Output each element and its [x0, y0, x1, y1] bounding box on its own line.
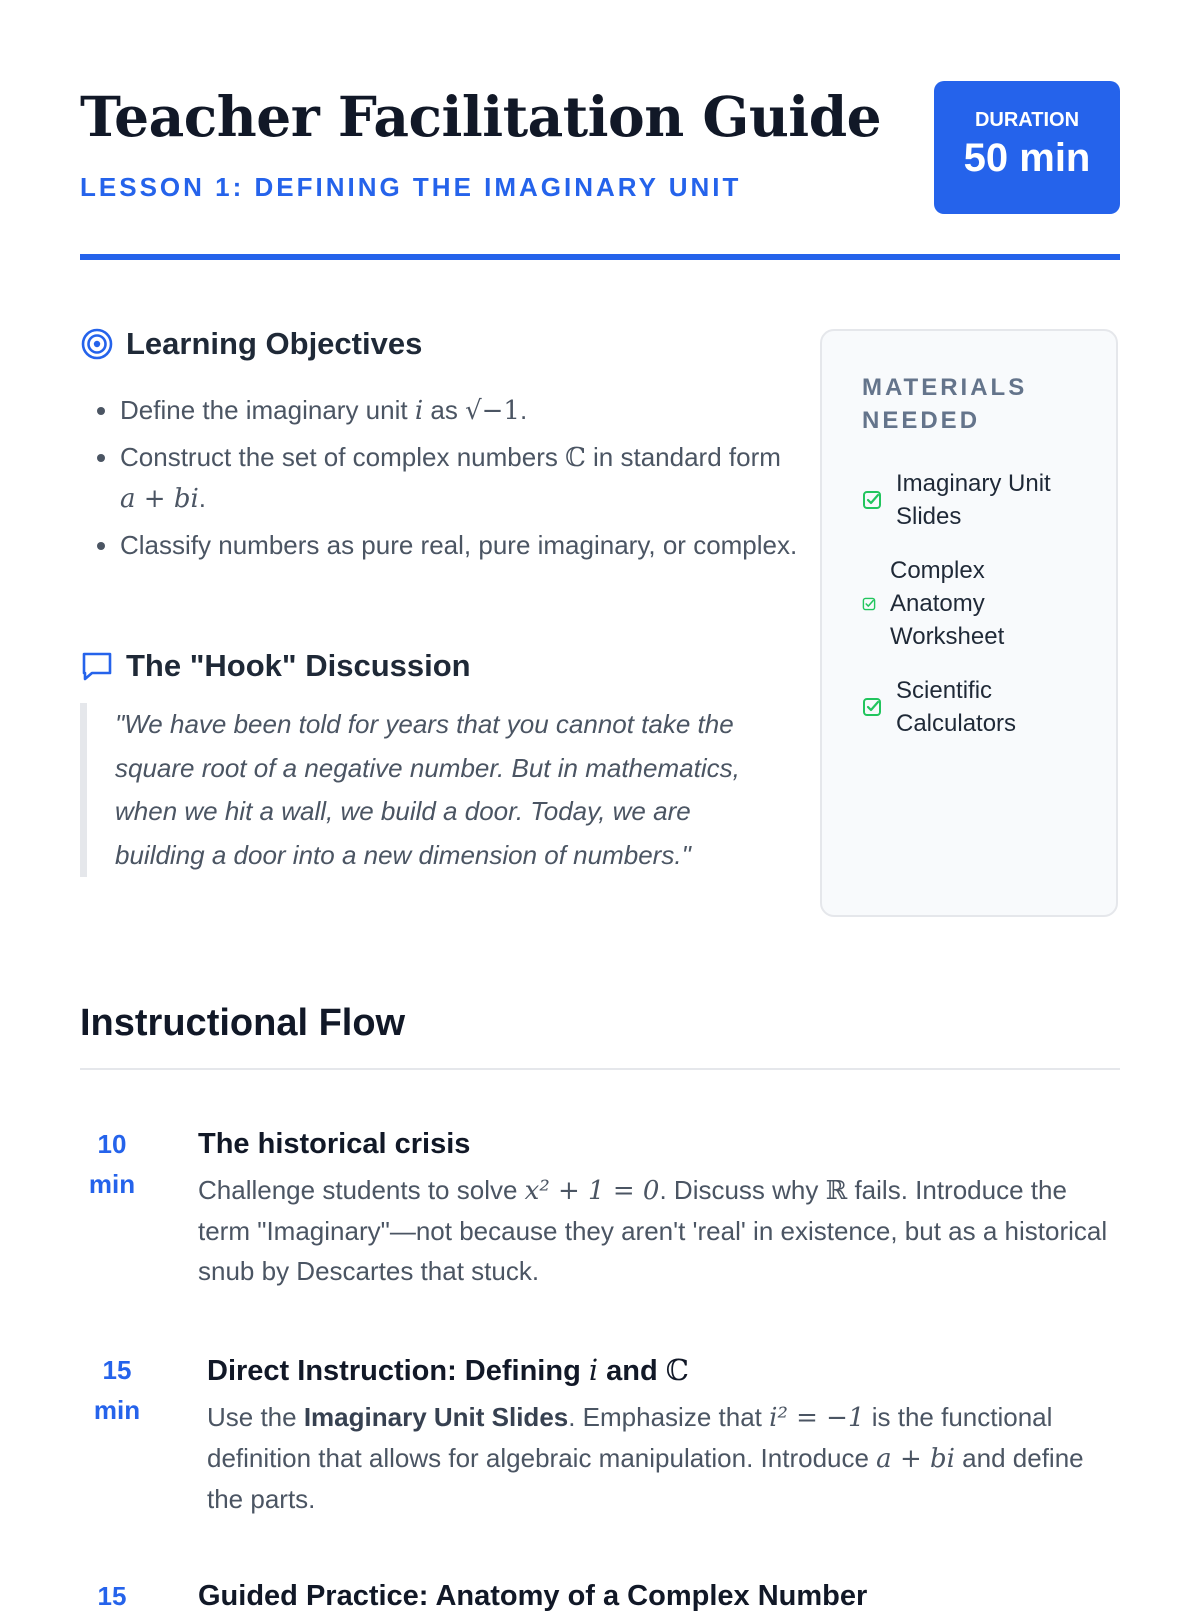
material-label: Imaginary Unit Slides: [896, 470, 1051, 530]
step-duration: 15: [97, 1581, 127, 1611]
checkbox-icon: [862, 597, 876, 611]
chat-icon: [80, 649, 114, 683]
list-item: • Construct the set of complex numbers ℂ in standard form a + bi.: [120, 437, 800, 519]
material-reference: Imaginary Unit Slides: [303, 1402, 569, 1432]
material-label: Scientific Calculators: [896, 677, 1017, 737]
material-label: Complex Anatomy Worksheet: [890, 557, 1005, 650]
step-title: Guided Practice: Anatomy of a Complex Number: [198, 1580, 868, 1612]
step-body: [207, 1350, 1120, 1519]
math-standard-form: a + bi: [120, 484, 199, 514]
step-body: [198, 1576, 1120, 1616]
page-title: Teacher Facilitation Guide: [80, 84, 882, 149]
hook-heading: The "Hook" Discussion: [126, 648, 471, 683]
step-title: Direct Instruction: Defining i and ℂ: [207, 1353, 689, 1387]
math-standard-form: a + bi: [876, 1444, 955, 1474]
material-item: [862, 554, 1012, 653]
math-sqrt-neg-one: √−1: [465, 396, 520, 426]
material-item: [862, 674, 1062, 740]
header-divider: [80, 254, 1120, 260]
flow-title: Instructional Flow: [80, 1002, 406, 1044]
duration-label: DURATION: [974, 109, 1080, 131]
flow-divider: [80, 1068, 1120, 1070]
math-equation: i² = −1: [769, 1403, 865, 1433]
objectives-list: [90, 390, 800, 571]
list-item: • Define the imaginary unit i as √−1.: [120, 390, 800, 431]
step-description: Challenge students to solve x² + 1 = 0. Discuss why ℝ fails. Introduce the term "Imaginary"—not because they aren't 'real' in existence, but as a historical snub by Descartes that stuck.: [198, 1175, 1108, 1286]
math-complex-set: ℂ: [565, 443, 586, 473]
lesson-subtitle: LESSON 1: DEFINING THE IMAGINARY UNIT: [80, 172, 742, 202]
math-i: i: [414, 396, 424, 426]
math-reals: ℝ: [825, 1176, 848, 1206]
list-item: • Classify numbers as pure real, pure imaginary, or complex.: [120, 525, 800, 565]
hook-heading-row: [80, 648, 471, 684]
step-title: The historical crisis: [198, 1128, 471, 1160]
step-description: Use the Imaginary Unit Slides. Emphasize that i² = −1 is the functional definition that allows for algebraic manipulation. Introduce a + bi and define the parts.: [207, 1402, 1084, 1514]
checkbox-icon: [862, 697, 882, 717]
math-equation: x² + 1 = 0: [524, 1176, 660, 1206]
material-item: [862, 467, 1062, 533]
materials-panel: [820, 329, 1118, 917]
materials-title: MATERIALS NEEDED: [862, 374, 1028, 434]
objectives-heading-row: [80, 326, 422, 362]
step-duration: 10 min: [88, 1129, 136, 1199]
checkbox-icon: [862, 490, 882, 510]
step-duration: 15 min: [93, 1355, 141, 1425]
target-icon: [80, 327, 114, 361]
objectives-heading: Learning Objectives: [126, 326, 423, 361]
hook-quote: "We have been told for years that you cannot take the square root of a negative number. But in mathematics, when we hit a wall, we build a door. Today, we are building a door into a new dimension of numbers.": [80, 703, 785, 877]
step-body: [198, 1124, 1120, 1291]
duration-badge: [934, 81, 1120, 214]
duration-value: 50 min: [963, 136, 1091, 180]
